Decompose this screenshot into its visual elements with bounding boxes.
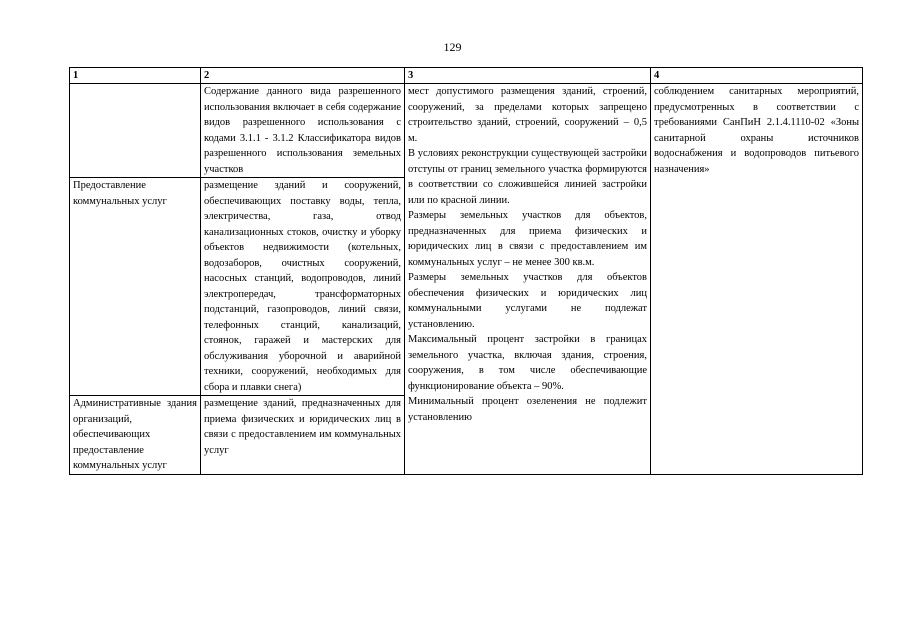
parameter-paragraph: Размеры земельных участков для объектов обеспечения физических и юридических лиц коммунальными услугами не подлежат установлению. <box>408 272 647 330</box>
parameters-cell <box>405 84 651 475</box>
table-header-row <box>70 68 863 84</box>
column-header-2: 2 <box>201 68 405 84</box>
parameter-paragraph: Минимальный процент озеленения не подлежит установлению <box>408 396 647 423</box>
row-1-description: Содержание данного вида разрешенного использования включает в себя содержание видов разрешенного использования с кодами 3.1.1 - 3.1.2 Классификатора видов разрешенного использования земельных участков <box>201 84 405 178</box>
row-2-description: размещение зданий и сооружений, обеспечивающих поставку воды, тепла, электричества, газа, отвод канализационных стоков, очистку и уборку объектов недвижимости (котельных, водозаборов, очистных сооружений, насосных станций, водопроводов, линий электропередач, трансформаторных подстанций, газопроводов, линий связи, телефонных станций, канализаций, стоянок, гаражей и мастерских для обслуживания уборочной и аварийной техники, сооружений, необходимых для сбора и плавки снега) <box>201 178 405 396</box>
column-header-1: 1 <box>70 68 201 84</box>
restrictions-text: соблюдением санитарных мероприятий, предусмотренных в соответствии с требованиями СанПиН 2.1.4.1110-02 «Зоны санитарной охраны источников водоснабжения и водопроводов питьевого назначения» <box>654 86 859 175</box>
restrictions-cell <box>651 84 863 475</box>
page-number: 129 <box>443 40 462 54</box>
row-2-use-name: Предоставление коммунальных услуг <box>70 178 201 396</box>
row-3-use-name: Административные здания организаций, обеспечивающих предоставление коммунальных услуг <box>70 396 201 475</box>
parameter-paragraph: Максимальный процент застройки в границах земельного участка, включая здания, строения, сооружения, в том числе обеспечивающие функционирование объекта – 90%. <box>408 334 647 392</box>
zoning-table <box>69 67 863 475</box>
row-1-use-name <box>70 84 201 178</box>
column-header-4: 4 <box>651 68 863 84</box>
parameter-paragraph: Размеры земельных участков для объектов, предназначенных для приема физических и юридических лиц в связи с предоставлением им коммунальных услуг – не менее 300 кв.м. <box>408 210 647 268</box>
table-row <box>70 84 863 178</box>
parameter-paragraph: мест допустимого размещения зданий, строений, сооружений, за пределами которых запрещено строительство зданий, строений, сооружений – 0,5 м. <box>408 86 647 144</box>
parameter-paragraph: В условиях реконструкции существующей застройки отступы от границ земельного участка формируются в соответствии со сложившейся линией застройки или по красной линии. <box>408 148 647 206</box>
row-3-description: размещение зданий, предназначенных для приема физических и юридических лиц в связи с предоставлением им коммунальных услуг <box>201 396 405 475</box>
column-header-3: 3 <box>405 68 651 84</box>
